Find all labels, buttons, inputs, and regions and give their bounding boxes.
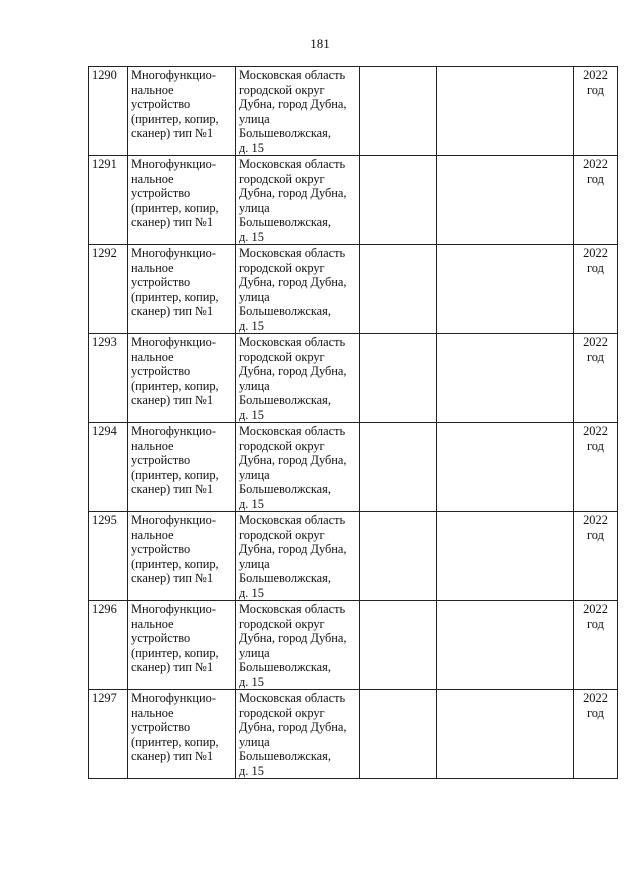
row-number-text: 1290: [92, 68, 117, 82]
equipment-name-text: Многофункцио- нальное устройство (принтер, копир, сканер) тип №1: [131, 602, 219, 674]
equipment-name-cell: [128, 512, 236, 601]
empty-cell: [437, 423, 574, 512]
year-text: 2022 год: [583, 335, 608, 364]
location-address-cell: [236, 156, 360, 245]
year-text: 2022 год: [583, 424, 608, 453]
row-number-text: 1295: [92, 513, 117, 527]
location-address-cell: [236, 423, 360, 512]
year-cell: [574, 601, 618, 690]
row-number-cell: [89, 423, 128, 512]
location-address-cell: [236, 67, 360, 156]
year-cell: [574, 156, 618, 245]
row-number-cell: [89, 245, 128, 334]
table-row: [89, 334, 618, 423]
table-row: [89, 512, 618, 601]
row-number-cell: [89, 512, 128, 601]
empty-cell: [360, 156, 437, 245]
empty-cell: [437, 245, 574, 334]
row-number-text: 1294: [92, 424, 117, 438]
equipment-name-cell: [128, 156, 236, 245]
row-number-text: 1297: [92, 691, 117, 705]
equipment-name-text: Многофункцио- нальное устройство (принтер, копир, сканер) тип №1: [131, 691, 219, 763]
empty-cell: [360, 601, 437, 690]
equipment-name-text: Многофункцио- нальное устройство (принтер, копир, сканер) тип №1: [131, 157, 219, 229]
year-text: 2022 год: [583, 157, 608, 186]
equipment-name-text: Многофункцио- нальное устройство (принтер, копир, сканер) тип №1: [131, 335, 219, 407]
empty-cell: [437, 67, 574, 156]
year-text: 2022 год: [583, 691, 608, 720]
equipment-name-cell: [128, 245, 236, 334]
year-text: 2022 год: [583, 602, 608, 631]
year-cell: [574, 67, 618, 156]
table-body: [89, 67, 618, 779]
empty-cell: [437, 156, 574, 245]
year-text: 2022 год: [583, 246, 608, 275]
year-cell: [574, 423, 618, 512]
location-address-text: Московская область городской округ Дубна, город Дубна, улица Большеволжская, д. 15: [239, 335, 347, 422]
equipment-name-text: Многофункцио- нальное устройство (принтер, копир, сканер) тип №1: [131, 246, 219, 318]
year-cell: [574, 245, 618, 334]
year-text: 2022 год: [583, 513, 608, 542]
equipment-name-cell: [128, 67, 236, 156]
equipment-name-cell: [128, 690, 236, 779]
location-address-text: Московская область городской округ Дубна, город Дубна, улица Большеволжская, д. 15: [239, 246, 347, 333]
location-address-text: Московская область городской округ Дубна, город Дубна, улица Большеволжская, д. 15: [239, 602, 347, 689]
table-row: [89, 245, 618, 334]
row-number-text: 1291: [92, 157, 117, 171]
page-number: 181: [310, 36, 330, 51]
table-row: [89, 423, 618, 512]
location-address-text: Московская область городской округ Дубна, город Дубна, улица Большеволжская, д. 15: [239, 157, 347, 244]
row-number-cell: [89, 334, 128, 423]
year-cell: [574, 334, 618, 423]
row-number-text: 1296: [92, 602, 117, 616]
empty-cell: [360, 512, 437, 601]
empty-cell: [360, 334, 437, 423]
empty-cell: [437, 512, 574, 601]
table-row: [89, 67, 618, 156]
year-text: 2022 год: [583, 68, 608, 97]
equipment-name-text: Многофункцио- нальное устройство (принтер, копир, сканер) тип №1: [131, 513, 219, 585]
location-address-text: Московская область городской округ Дубна, город Дубна, улица Большеволжская, д. 15: [239, 68, 347, 155]
location-address-cell: [236, 601, 360, 690]
empty-cell: [360, 423, 437, 512]
empty-cell: [437, 690, 574, 779]
row-number-text: 1292: [92, 246, 117, 260]
empty-cell: [360, 245, 437, 334]
year-cell: [574, 690, 618, 779]
empty-cell: [360, 690, 437, 779]
row-number-cell: [89, 156, 128, 245]
row-number-cell: [89, 690, 128, 779]
location-address-text: Московская область городской округ Дубна, город Дубна, улица Большеволжская, д. 15: [239, 513, 347, 600]
equipment-name-cell: [128, 423, 236, 512]
empty-cell: [437, 601, 574, 690]
location-address-text: Московская область городской округ Дубна, город Дубна, улица Большеволжская, д. 15: [239, 691, 347, 778]
row-number-cell: [89, 67, 128, 156]
equipment-name-cell: [128, 601, 236, 690]
year-cell: [574, 512, 618, 601]
row-number-text: 1293: [92, 335, 117, 349]
equipment-name-text: Многофункцио- нальное устройство (принтер, копир, сканер) тип №1: [131, 424, 219, 496]
empty-cell: [437, 334, 574, 423]
table-row: [89, 601, 618, 690]
equipment-name-cell: [128, 334, 236, 423]
equipment-name-text: Многофункцио- нальное устройство (принтер, копир, сканер) тип №1: [131, 68, 219, 140]
equipment-table: [88, 66, 618, 779]
table-row: [89, 690, 618, 779]
location-address-cell: [236, 245, 360, 334]
row-number-cell: [89, 601, 128, 690]
location-address-cell: [236, 512, 360, 601]
location-address-cell: [236, 334, 360, 423]
empty-cell: [360, 67, 437, 156]
location-address-text: Московская область городской округ Дубна, город Дубна, улица Большеволжская, д. 15: [239, 424, 347, 511]
table-row: [89, 156, 618, 245]
location-address-cell: [236, 690, 360, 779]
